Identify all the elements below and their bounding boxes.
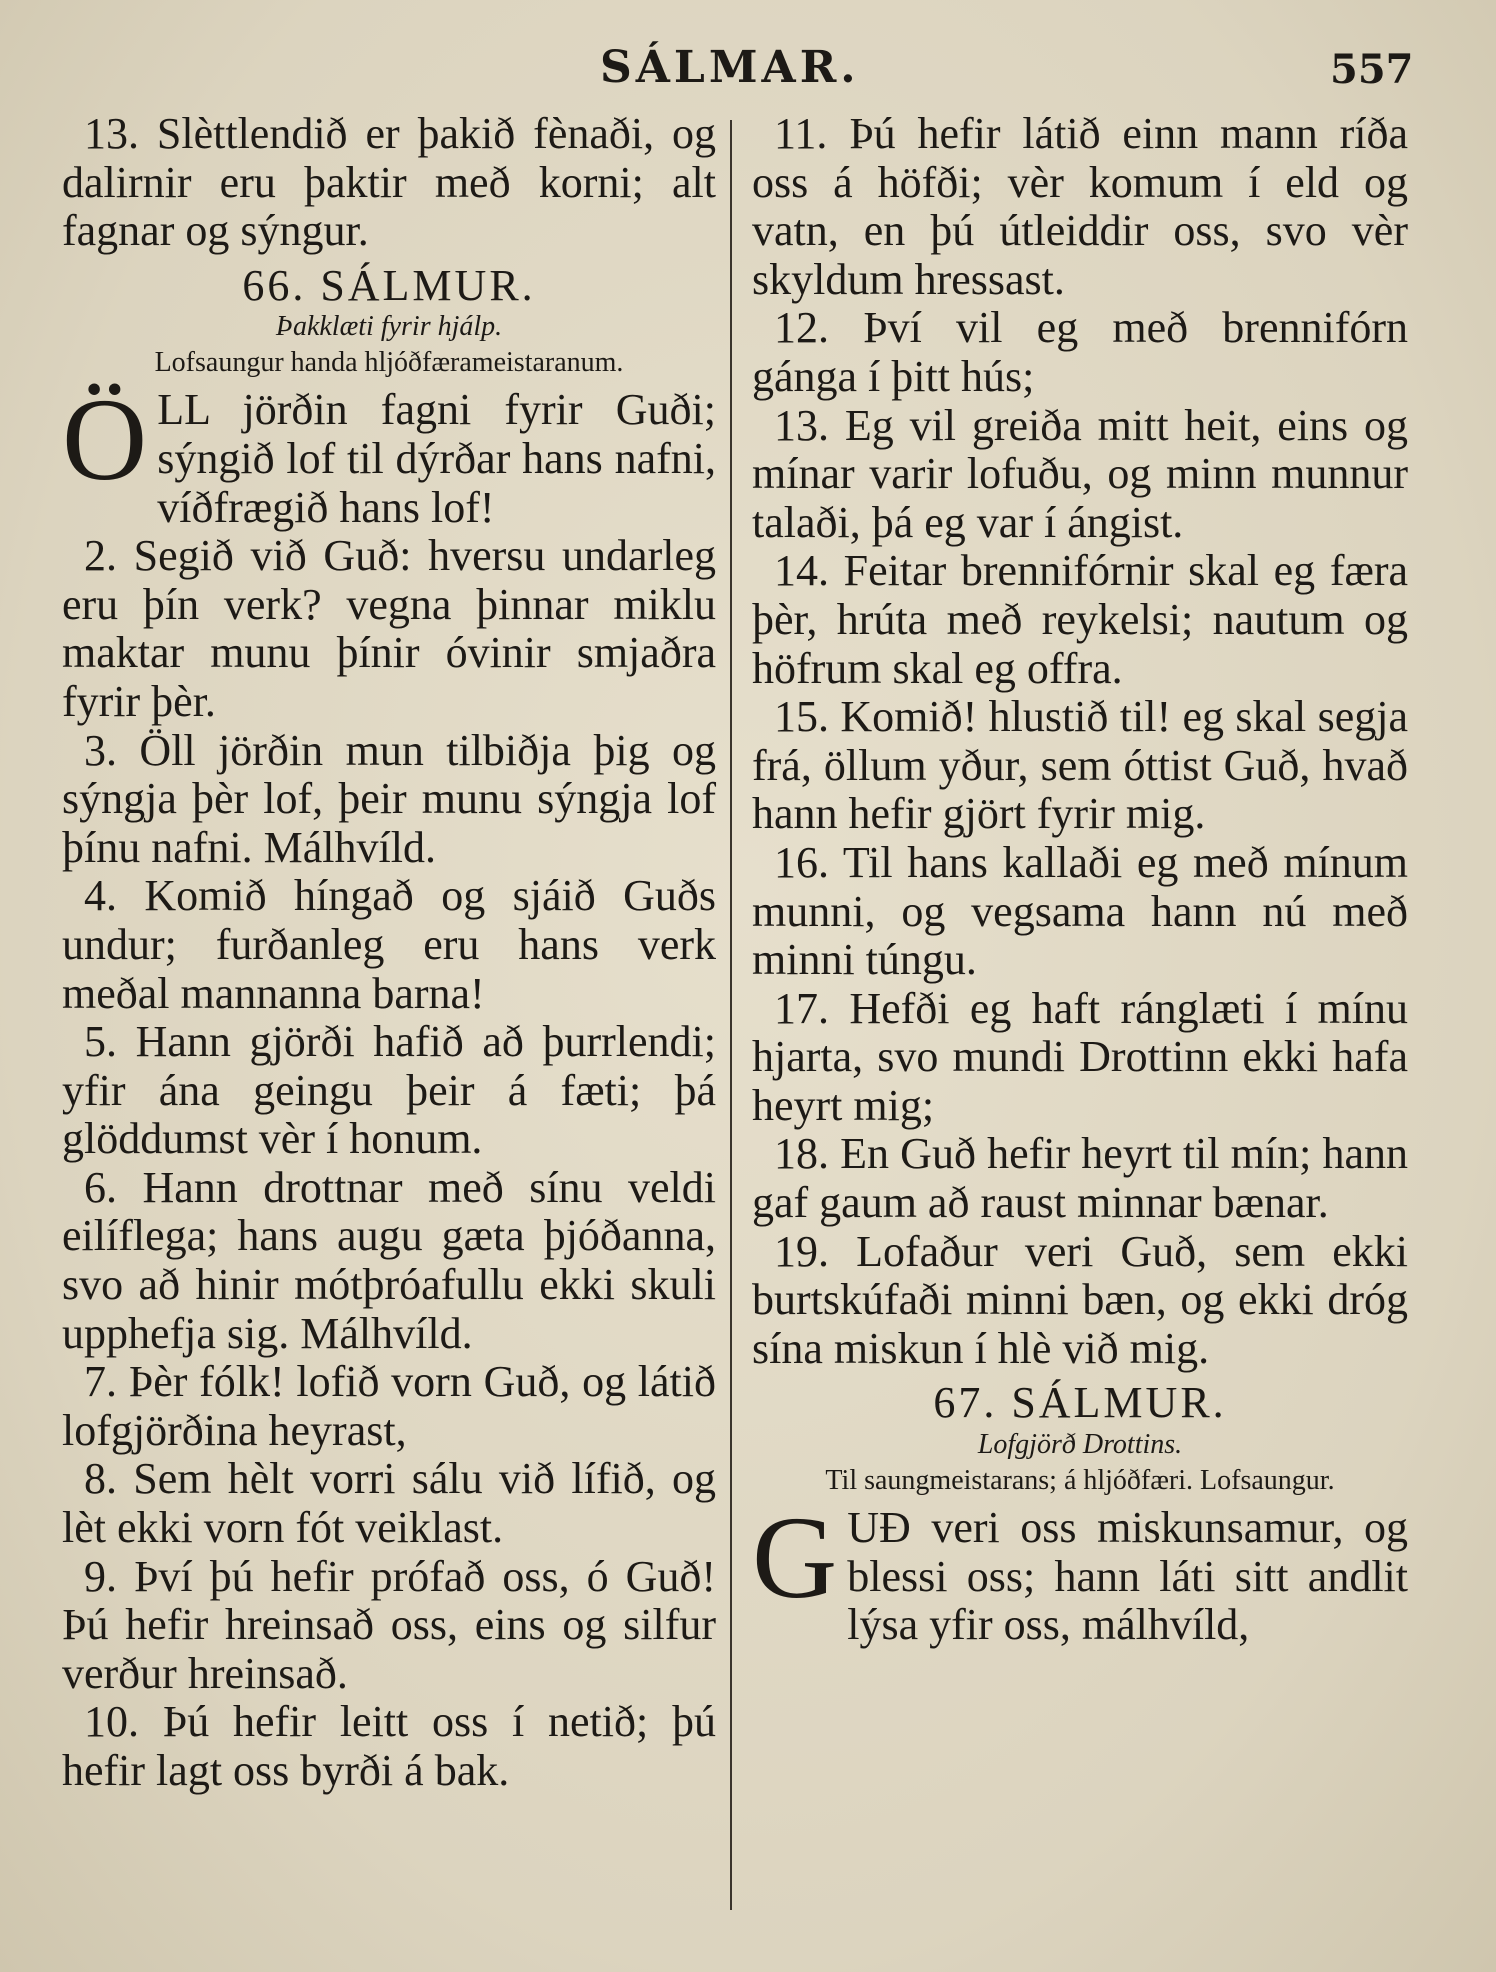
psalm-66-verse-1 xyxy=(62,374,716,532)
verse: 3. Öll jörðin mun tilbiðja þig og sýngja þèr lof, þeir munu sýngja lof þínu nafni. Málhvíld. xyxy=(62,725,716,872)
psalm-67-heading: 67. SÁLMUR. xyxy=(933,1378,1227,1428)
left-column xyxy=(62,110,716,1796)
drop-cap: G xyxy=(752,1492,838,1624)
verse-1-text: UÐ veri oss miskunsamur, og blessi oss; hann láti sitt andlit lýsa yfir oss, málhvíld, xyxy=(847,1503,1408,1650)
verse: 13. Eg vil greiða mitt heit, eins og mínar varir lofuðu, og minn munnur talaði, þá eg var í ángist. xyxy=(752,400,1408,547)
verse: 14. Feitar brennifórnir skal eg færa þèr, hrúta með reykelsi; nautum og höfrum skal eg offra. xyxy=(752,546,1408,693)
verse: 15. Komið! hlustið til! eg skal segja frá, öllum yður, sem óttist Guð, hvað hann hefir gjört fyrir mig. xyxy=(752,692,1408,839)
psalm-66-heading: 66. SÁLMUR. xyxy=(242,260,536,310)
verse: 10. Þú hefir leitt oss í netið; þú hefir lagt oss byrði á bak. xyxy=(62,1697,716,1795)
verse-13: 13. Slèttlendið er þakið fènaði, og dalirnir eru þaktir með korni; alt fagnar og sýngur. xyxy=(62,109,716,256)
verse: 17. Hefði eg haft ránglæti í mínu hjarta, svo mundi Drottinn ekki hafa heyrt mig; xyxy=(752,983,1408,1130)
psalm-67-subtitle: Lofgjörð Drottins. xyxy=(977,1429,1183,1461)
verse: 18. En Guð hefir heyrt til mín; hann gaf gaum að raust minnar bænar. xyxy=(752,1129,1408,1228)
verse: 7. Þèr fólk! lofið vorn Guð, og látið lofgjörðina heyrast, xyxy=(62,1357,716,1455)
verse: 6. Hann drottnar með sínu veldi eilíflega; hans augu gæta þjóðanna, svo að hinir mótþróafullu ekki skuli upphefja sig. Málhvíld. xyxy=(62,1162,716,1358)
psalm-67-note: Til saungmeistarans; á hljóðfæri. Lofsaungur. xyxy=(825,1465,1335,1497)
verse: 8. Sem hèlt vorri sálu við lífið, og lèt ekki vorn fót veiklast. xyxy=(62,1454,716,1553)
verse: 4. Komið híngað og sjáið Guðs undur; furðanleg eru hans verk meðal mannanna barna! xyxy=(62,871,716,1018)
column-divider xyxy=(730,120,732,1910)
verse: 11. Þú hefir látið einn mann ríða oss á höfði; vèr komum í eld og vatn, en þú útleiddir oss, svo vèr skyldum hressast. xyxy=(752,109,1408,304)
psalm-66-note: Lofsaungur handa hljóðfærameistaranum. xyxy=(154,347,624,379)
verse: 5. Hann gjörði hafið að þurrlendi; yfir ána geingu þeir á fæti; þá glöddumst vèr í honum. xyxy=(62,1017,716,1164)
drop-cap: Ö xyxy=(62,374,148,506)
right-column xyxy=(752,110,1408,1650)
running-title: SÁLMAR. xyxy=(600,42,860,93)
page-header xyxy=(0,42,1496,102)
verse: 16. Til hans kallaði eg með mínum munni, og vegsama hann nú með minni túngu. xyxy=(752,837,1408,985)
page-number: 557 xyxy=(1330,46,1414,93)
verse: 19. Lofaður veri Guð, sem ekki burtskúfaði minni bæn, og ekki dróg sína miskun í hlè við mig. xyxy=(752,1226,1408,1373)
verse-1-text: LL jörðin fagni fyrir Guði; sýngið lof til dýrðar hans nafni, víðfrægið hans lof! xyxy=(157,385,716,532)
psalm-66-subtitle: Þakklæti fyrir hjálp. xyxy=(275,311,503,343)
verse: 2. Segið við Guð: hversu undarleg eru þín verk? vegna þinnar miklu maktar munu þínir óvinir smjaðra fyrir þèr. xyxy=(62,531,716,726)
verse: 9. Því þú hefir prófað oss, ó Guð! Þú hefir hreinsað oss, eins og silfur verður hreinsað. xyxy=(62,1551,716,1698)
verse: 12. Því vil eg með brennifórn gánga í þitt hús; xyxy=(752,303,1408,401)
psalm-67-verse-1 xyxy=(752,1492,1408,1650)
